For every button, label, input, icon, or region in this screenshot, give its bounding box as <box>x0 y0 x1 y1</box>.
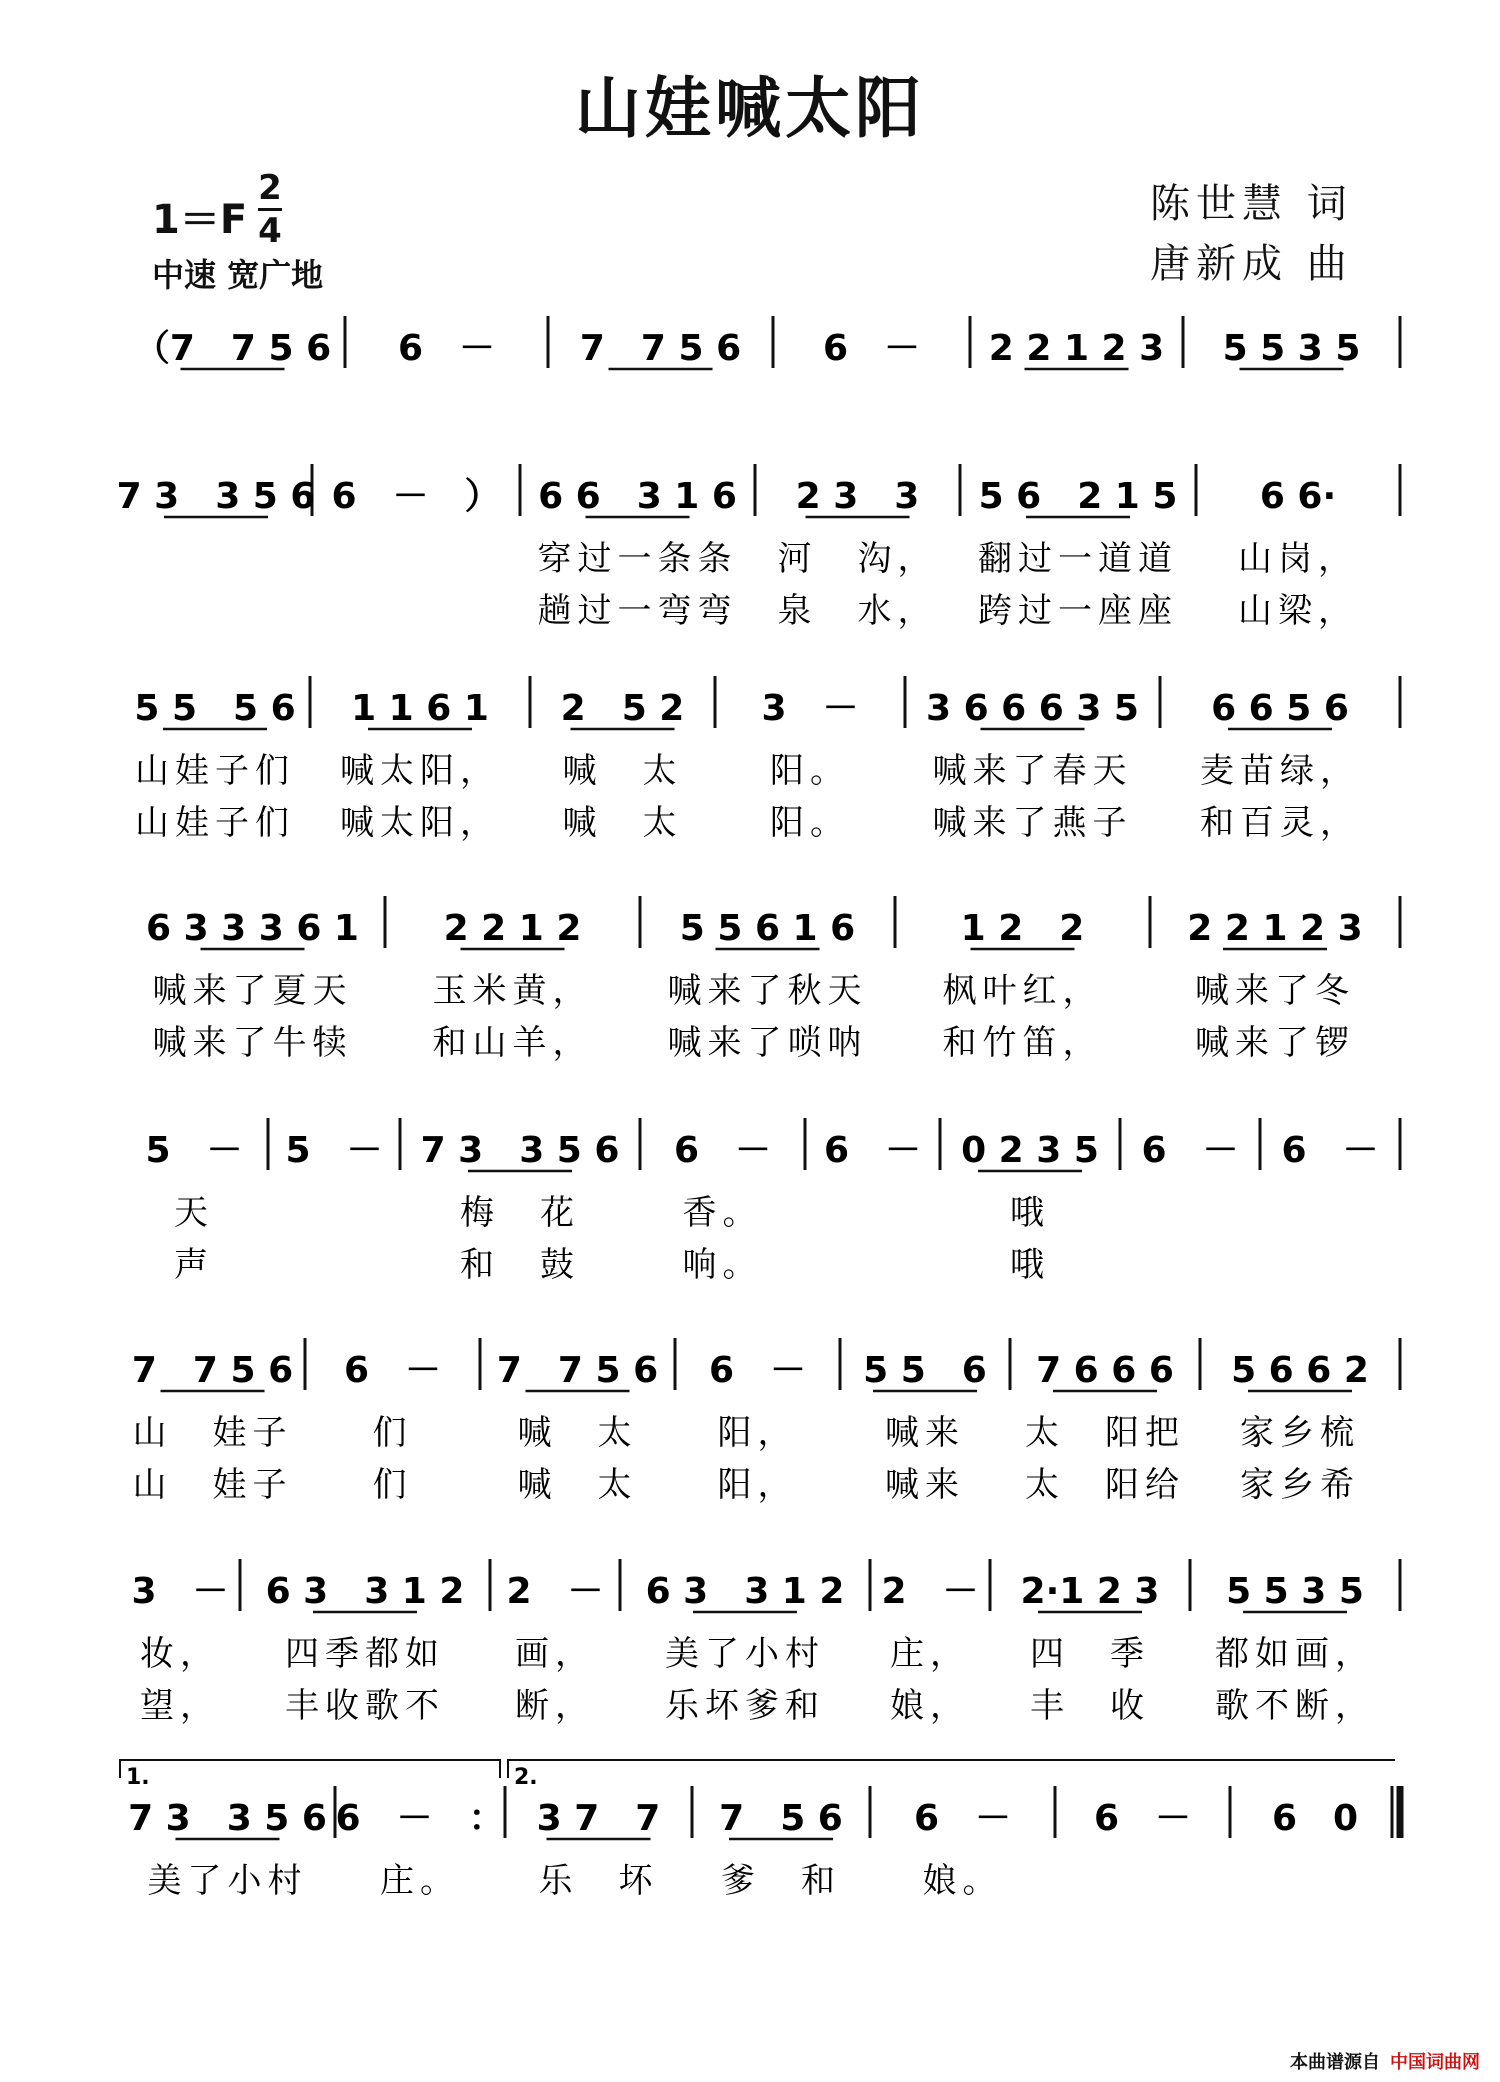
measure-notes: （7 7 5 6 <box>133 328 332 369</box>
measure-notes: 5 6 6 2 <box>1231 1350 1369 1391</box>
measure-notes: 0 2 3 5 <box>961 1130 1099 1171</box>
measure-notes: 2 2 1 2 <box>443 908 582 949</box>
lyric-syllables: 庄， <box>890 1634 970 1674</box>
lyric-syllables: 喊来了牛犊 <box>152 1023 353 1063</box>
lyric-syllables: 喊来了锣 <box>1195 1023 1355 1063</box>
lyric-syllables: 泉 水， <box>777 591 938 631</box>
measure-notes: 7 7 5 6 <box>131 1350 294 1391</box>
lyric-syllables: 歌不断， <box>1215 1686 1375 1726</box>
measure-notes: 7 3 3 5 6 <box>116 476 316 517</box>
lyric-syllables: 乐坏爹和 <box>665 1686 825 1726</box>
lyric-syllables: 香。 <box>682 1193 763 1233</box>
measure-notes: 6 － <box>1141 1130 1239 1171</box>
measure-notes: 6 － ： <box>335 1798 505 1839</box>
lyric-syllables: 和竹笛， <box>942 1023 1103 1063</box>
lyric-syllables: 喊来 <box>885 1413 965 1453</box>
lyric-syllables: 玉米黄， <box>432 971 593 1011</box>
measure-notes: 3 － <box>761 688 859 729</box>
key-signature: 1＝F <box>152 197 248 243</box>
measure-notes: 7 7 5 6 <box>579 328 742 369</box>
source-site: 中国词曲网 <box>1390 2052 1480 2073</box>
lyric-syllables: 阳。 <box>770 803 850 843</box>
lyric-syllables: 山梁， <box>1238 591 1358 631</box>
volta-first-label: 1. <box>126 1765 150 1790</box>
measure-notes: 5 5 6 <box>863 1350 987 1391</box>
measure-notes: 2 2 1 2 3 <box>1187 908 1363 949</box>
lyric-syllables: 穿过一条条 <box>537 539 738 579</box>
lyric-syllables: 丰收歌不 <box>285 1686 445 1726</box>
measure-notes: 5 5 3 5 <box>1226 1571 1364 1612</box>
measure-notes: 6 6 3 1 6 <box>538 476 737 517</box>
page-title: 山娃喊太阳 <box>575 70 925 147</box>
measure-notes: 2 － <box>506 1571 604 1612</box>
lyric-syllables: 美了小村 <box>665 1634 825 1674</box>
composer-credit: 唐新成 曲 <box>1150 241 1353 287</box>
measure-notes: 6 － <box>673 1130 772 1171</box>
measure-notes: 6 3 3 1 2 <box>265 1571 465 1612</box>
measure-notes: 6 － <box>822 328 921 369</box>
lyric-syllables: 喊 太 <box>562 751 683 791</box>
lyric-syllables: 山娃子们 <box>135 751 295 791</box>
measure-notes: 6 － <box>1093 1798 1192 1839</box>
time-bottom: 4 <box>258 211 282 251</box>
lyric-syllables: 阳， <box>717 1465 798 1505</box>
volta-first-bracket <box>120 1760 500 1778</box>
measure-notes: 6 3 3 1 2 <box>645 1571 845 1612</box>
lyric-syllables: 和 鼓 <box>460 1245 580 1285</box>
measure-notes: 7 7 5 6 <box>496 1350 659 1391</box>
lyric-syllables: 喊 太 <box>517 1465 638 1505</box>
measure-notes: 2 3 3 <box>795 476 920 517</box>
lyric-syllables: 枫叶红， <box>942 971 1103 1011</box>
measure-notes: 6 － <box>1281 1130 1379 1171</box>
measure-notes: 7 5 6 <box>719 1798 843 1839</box>
lyric-syllables: 太 阳把 <box>1025 1413 1185 1453</box>
lyric-syllables: 天 <box>174 1193 214 1233</box>
time-top: 2 <box>258 168 282 208</box>
volta-second-bracket <box>508 1760 1395 1778</box>
measure-notes: 7 3 3 5 6 <box>128 1798 327 1839</box>
measure-notes: 6 － <box>823 1130 922 1171</box>
measure-notes: 2·1 2 3 <box>1020 1571 1160 1612</box>
lyric-syllables: 喊来了冬 <box>1195 971 1355 1011</box>
lyric-syllables: 喊来了燕子 <box>932 803 1133 843</box>
lyric-syllables: 跨过一座座 <box>978 591 1178 631</box>
lyric-syllables: 阳。 <box>770 751 850 791</box>
lyric-syllables: 麦苗绿， <box>1200 751 1360 791</box>
lyric-syllables: 娘。 <box>922 1861 1003 1901</box>
lyric-syllables: 喊来 <box>885 1465 965 1505</box>
lyric-syllables: 阳， <box>717 1413 798 1453</box>
lyric-syllables: 山 娃子 <box>132 1413 293 1453</box>
lyric-syllables: 望， <box>140 1686 220 1726</box>
measure-notes: 5 － <box>285 1130 383 1171</box>
measure-notes: 3 － <box>131 1571 229 1612</box>
lyric-syllables: 四季都如 <box>285 1634 445 1674</box>
volta-second-label: 2. <box>514 1765 538 1790</box>
lyric-syllables: 四 季 <box>1030 1634 1150 1674</box>
source-label: 本曲谱源自 <box>1290 2052 1380 2073</box>
measure-notes: 6 － <box>913 1798 1012 1839</box>
lyric-syllables: 妆， <box>140 1634 220 1674</box>
source-footer <box>1290 2048 1480 2074</box>
measure-notes: 3 6 6 6 3 5 <box>926 688 1139 729</box>
lyric-syllables: 娘， <box>890 1686 970 1726</box>
lyric-syllables: 们 <box>372 1413 413 1453</box>
measure-notes: 1 2 2 <box>960 908 1085 949</box>
lyric-syllables: 喊太阳， <box>340 751 500 791</box>
lyric-syllables: 喊来了唢呐 <box>667 1023 868 1063</box>
lyric-syllables: 庄。 <box>380 1861 460 1901</box>
measure-notes: 6 － <box>397 328 496 369</box>
lyric-syllables: 翻过一道道 <box>978 539 1178 579</box>
lyric-syllables: 喊来了秋天 <box>667 971 868 1011</box>
lyric-syllables: 和百灵， <box>1200 803 1360 843</box>
lyric-syllables: 响。 <box>682 1245 763 1285</box>
lyric-syllables: 们 <box>372 1465 413 1505</box>
measure-notes: 7 6 6 6 <box>1036 1350 1174 1391</box>
lyric-syllables: 乐 坏 <box>538 1861 659 1901</box>
lyric-syllables: 山 娃子 <box>132 1465 293 1505</box>
lyric-syllables: 家乡梳 <box>1240 1413 1360 1453</box>
measure-notes: 5 5 6 1 6 <box>679 908 856 949</box>
measure-notes: 6 － ） <box>331 476 501 517</box>
lyric-syllables: 声 <box>174 1245 214 1285</box>
lyric-syllables: 山岗， <box>1238 539 1358 579</box>
measure-notes: 2 － <box>881 1571 979 1612</box>
measure-notes: 6 － <box>708 1350 807 1391</box>
lyric-syllables: 家乡希 <box>1240 1465 1360 1505</box>
lyric-syllables: 都如画， <box>1215 1634 1375 1674</box>
lyric-syllables: 爹 和 <box>721 1861 841 1901</box>
measure-notes: 5 － <box>145 1130 243 1171</box>
measure-notes: 6 － <box>343 1350 442 1391</box>
measure-notes: 5 6 2 1 5 <box>978 476 1178 517</box>
lyric-syllables: 山娃子们 <box>135 803 295 843</box>
lyric-syllables: 喊 太 <box>562 803 683 843</box>
measure-notes: 1 1 6 1 <box>351 688 489 729</box>
tempo-marking: 中速 宽广地 <box>152 256 324 294</box>
measure-notes: 2 2 1 2 3 <box>988 328 1165 369</box>
lyric-syllables: 画， <box>515 1634 595 1674</box>
measure-notes: 6 3 3 3 6 1 <box>146 908 359 949</box>
lyric-syllables: 美了小村 <box>147 1861 308 1901</box>
measure-notes: 6 6· <box>1259 476 1337 517</box>
measure-notes: 7 3 3 5 6 <box>420 1130 620 1171</box>
measure-notes: 2 5 2 <box>560 688 685 729</box>
measure-notes: 6 6 5 6 <box>1211 688 1349 729</box>
lyric-syllables: 太 阳给 <box>1025 1465 1185 1505</box>
lyric-syllables: 河 沟， <box>777 539 938 579</box>
lyricist-credit: 陈世慧 词 <box>1150 181 1353 227</box>
lyric-syllables: 丰 收 <box>1030 1686 1150 1726</box>
lyric-syllables: 喊来了春天 <box>932 751 1133 791</box>
lyric-syllables: 哦 <box>1010 1193 1050 1233</box>
lyric-syllables: 喊来了夏天 <box>152 971 353 1011</box>
lyric-syllables: 和山羊， <box>432 1023 593 1063</box>
measure-notes: 3 7 7 <box>536 1798 661 1839</box>
measure-notes: 6 0 <box>1271 1798 1359 1839</box>
measure-notes: 5 5 3 5 <box>1222 328 1361 369</box>
lyric-syllables: 断， <box>515 1686 595 1726</box>
lyric-syllables: 趟过一弯弯 <box>537 591 738 631</box>
lyric-syllables: 梅 花 <box>460 1193 580 1233</box>
lyric-syllables: 哦 <box>1010 1245 1050 1285</box>
lyric-syllables: 喊 太 <box>517 1413 638 1453</box>
lyric-syllables: 喊太阳， <box>340 803 500 843</box>
measure-notes: 5 5 5 6 <box>134 688 296 729</box>
